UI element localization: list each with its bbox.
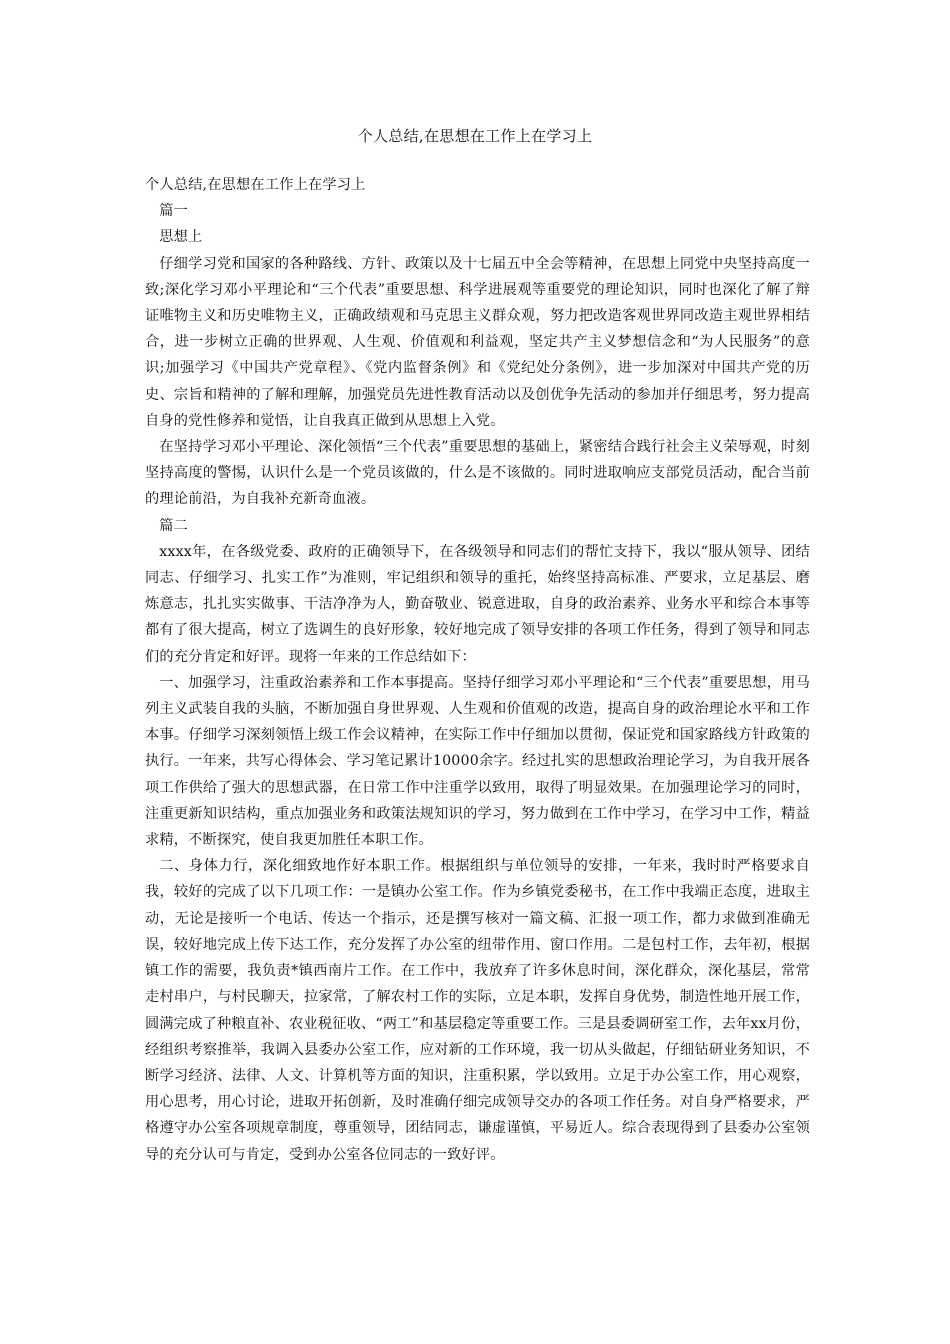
document-body	[145, 172, 810, 1168]
section-two-heading: 篇二	[159, 517, 188, 534]
document-title: 个人总结,在思想在工作上在学习上	[357, 127, 593, 145]
paragraph-5: 二、身体力行，深化细致地作好本职工作。根据组织与单位领导的安排，一年来，我时时严格要求自我，较好的完成了以下几项工作：一是镇办公室工作。作为乡镇党委秘书，在工作中我端正态度，进取主动，无论是接听一个电话、传达一个指示，还是撰写核对一篇文稿、汇报一项工作，都力求做到准确无误，较好地完成上传下达工作，充分发挥了办公室的纽带作用、窗口作用。二是包村工作，去年初，根据镇工作的需要，我负责*镇西南片工作。在工作中，我放弃了许多休息时间，深化群众，深化基层，常常走村串户，与村民聊天，拉家常，了解农村工作的实际，立足本职，发挥自身优势，制造性地开展工作，圆满完成了种粮直补、农业税征收、“两工”和基层稳定等重要工作。三是县委调研室工作，去年xx月份，经组织考察推举，我调入县委办公室工作，应对新的工作环境，我一切从头做起，仔细钻研业务知识，不断学习经济、法律、人文、计算机等方面的知识，注重积累，学以致用。立足于办公室工作，用心观察，用心思考，用心讨论，进取开拓创新，及时准确仔细完成领导交办的各项工作任务。对自身严格要求，严格遵守办公室各项规章制度，尊重领导，团结同志，谦虚谨慎，平易近人。综合表现得到了县委办公室领导的充分认可与肯定，受到办公室各位同志的一致好评。	[145, 858, 810, 1163]
paragraph-2: 在坚持学习邓小平理论、深化领悟“三个代表”重要思想的基础上，紧密结合践行社会主义荣辱观，时刻坚持高度的警惕，认识什么是一个党员该做的，什么是不该做的。同时进取响应支部党员活动，配合当前的理论前沿，为自我补充新奇血液。	[145, 439, 810, 508]
section-one-heading: 篇一	[159, 203, 188, 220]
document-subtitle: 个人总结,在思想在工作上在学习上	[145, 177, 366, 193]
paragraph-1: 仔细学习党和国家的各种路线、方针、政策以及十七届五中全会等精神，在思想上同党中央坚持高度一致;深化学习邓小平理论和“三个代表”重要思想、科学进展观等重要党的理论知识，同时也深化了解了辩证唯物主义和历史唯物主义，正确政绩观和马克思主义群众观，努力把改造客观世界同改造主观世界相结合，进一步树立正确的世界观、人生观、价值观和利益观，坚定共产主义梦想信念和“为人民服务”的意识;加强学习《中国共产党章程》、《党内监督条例》和《党纪处分条例》，进一步加深对中国共产党的历史、宗旨和精神的了解和理解，加强党员先进性教育活动以及创优争先活动的参加并仔细思考，努力提高自身的党性修养和觉悟，让自我真正做到从思想上入党。	[145, 255, 810, 429]
paragraph-3: xxxx年，在各级党委、政府的正确领导下，在各级领导和同志们的帮忙支持下，我以“服从领导、团结同志、仔细学习、扎实工作”为准则，牢记组织和领导的重托，始终坚持高标准、严要求，立足基层、磨炼意志，扎扎实实做事、干洁净净为人，勤奋敬业、锐意进取，自身的政治素养、业务水平和综合本事等都有了很大提高，树立了选调生的良好形象，较好地完成了领导安排的各项工作任务，得到了领导和同志们的充分肯定和好评。现将一年来的工作总结如下：	[145, 543, 810, 665]
thought-heading: 思想上	[159, 229, 203, 246]
paragraph-4: 一、加强学习，注重政治素养和工作本事提高。坚持仔细学习邓小平理论和“三个代表”重要思想，用马列主义武装自我的头脑，不断加强自身世界观、人生观和价值观的改造，提高自身的政治理论水平和工作本事。仔细学习深刻领悟上级工作会议精神，在实际工作中仔细加以贯彻，保证党和国家路线方针政策的执行。一年来，共写心得体会、学习笔记累计10000余字。经过扎实的思想政治理论学习，为自我开展各项工作供给了强大的思想武器，在日常工作中注重学以致用，取得了明显效果。在加强理论学习的同时，注重更新知识结构，重点加强业务和政策法规知识的学习，努力做到在工作中学习，在学习中工作，精益求精，不断探究，使自我更加胜任本职工作。	[145, 674, 810, 849]
